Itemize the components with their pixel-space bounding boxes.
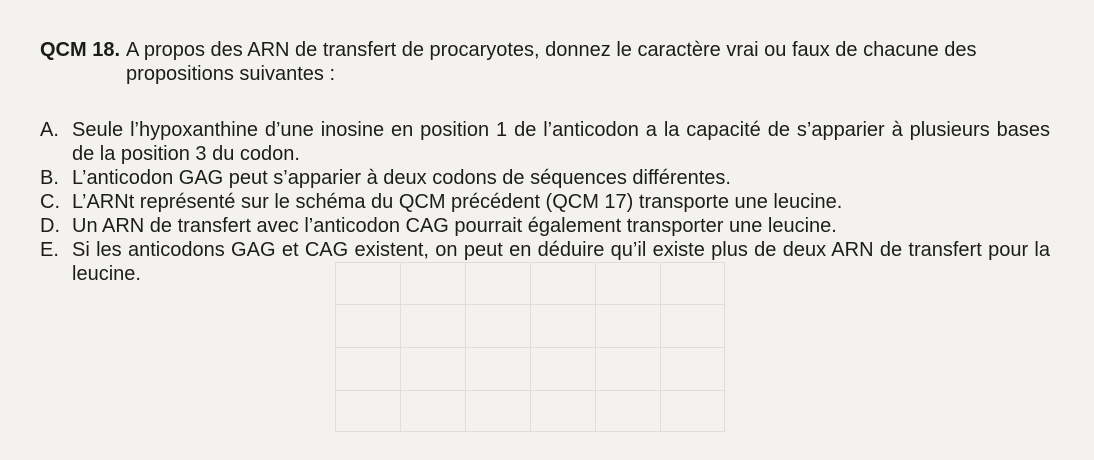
option-text: Si les anticodons GAG et CAG existent, on peut en déduire qu’il existe plus de deux ARN de transfert pour la leucine. [72,239,1050,285]
option-letter: A. [40,119,59,141]
bleed-through-table [335,262,725,432]
option-c [40,190,1050,214]
option-letter: E. [40,239,59,261]
question-header [40,38,1050,86]
option-b [40,166,1050,190]
options-list [40,118,1050,286]
option-text: L’anticodon GAG peut s’apparier à deux codons de séquences différentes. [72,167,731,189]
option-letter: D. [40,215,60,237]
question-stem: A propos des ARN de transfert de procaryotes, donnez le caractère vrai ou faux de chacune des propositions suivantes : [126,39,977,85]
option-a [40,118,1050,166]
option-letter: B. [40,167,59,189]
option-text: L’ARNt représenté sur le schéma du QCM précédent (QCM 17) transporte une leucine. [72,191,843,213]
option-text: Un ARN de transfert avec l’anticodon CAG pourrait également transporter une leucine. [72,215,837,237]
option-text: Seule l’hypoxanthine d’une inosine en position 1 de l’anticodon a la capacité de s’apparier à plusieurs bases de la position 3 du codon. [72,119,1050,165]
option-e [40,238,1050,286]
option-letter: C. [40,191,60,213]
question-block [40,38,1050,286]
question-number: QCM 18. [40,39,121,61]
option-d [40,214,1050,238]
